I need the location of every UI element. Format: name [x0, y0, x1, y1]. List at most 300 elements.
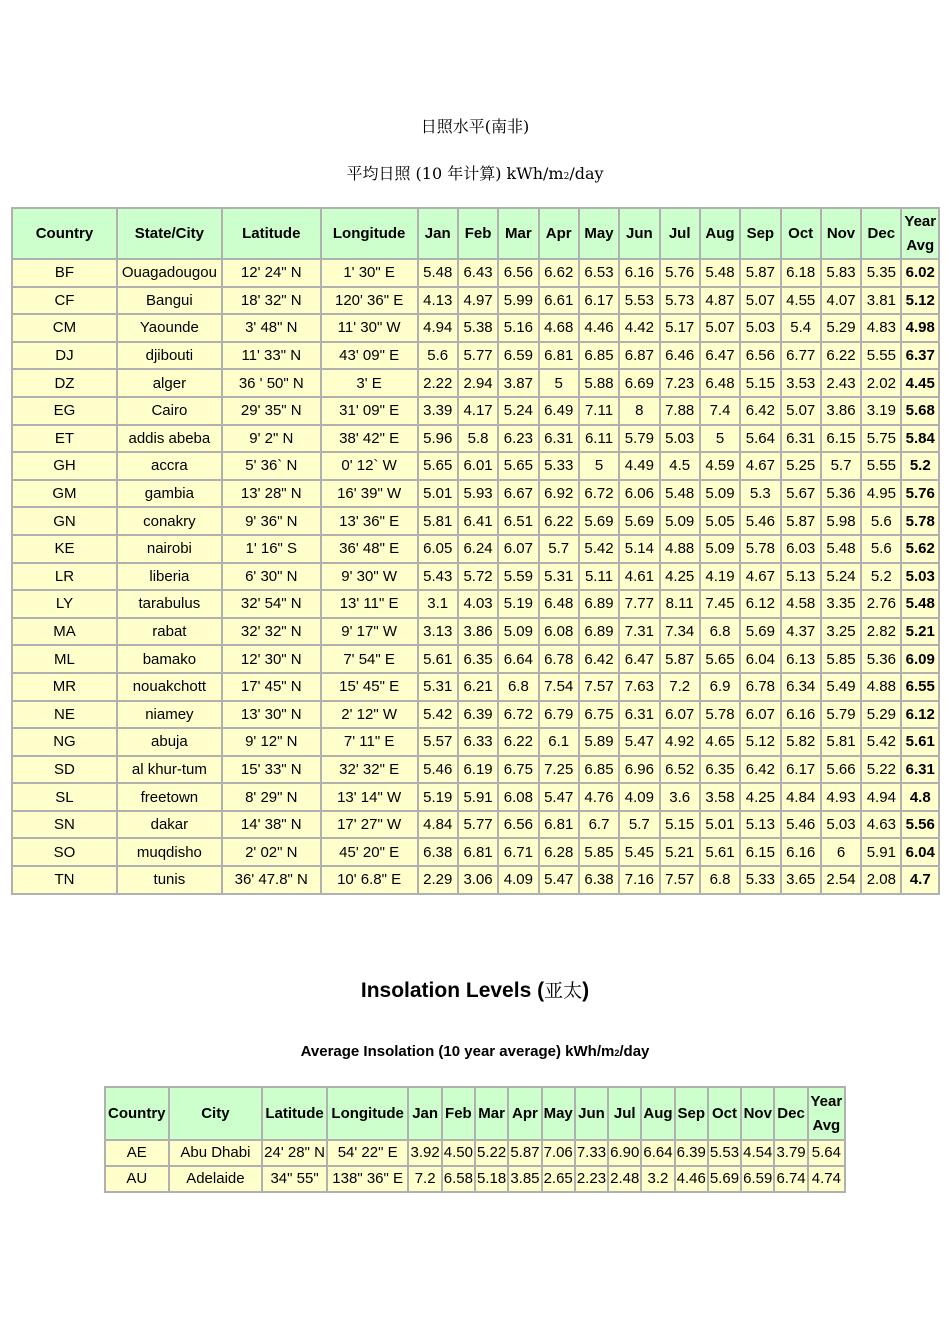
table-cell: 4.09	[499, 867, 537, 893]
section1-title: 日照水平(南非)	[420, 117, 530, 136]
table-cell: 4.88	[661, 536, 699, 562]
table-cell: 4.65	[701, 729, 739, 755]
table-cell: 18' 32" N	[223, 288, 320, 314]
table-cell: 5.47	[540, 784, 578, 810]
table-cell: 6.15	[741, 839, 779, 865]
table-cell: 5.03	[902, 564, 938, 590]
table-cell: 5.03	[661, 426, 699, 452]
table-cell: 4.42	[620, 315, 658, 341]
table-cell: 5.93	[459, 481, 497, 507]
table-cell: 5.72	[459, 564, 497, 590]
table-cell: 4.83	[862, 315, 900, 341]
table-cell: 4.63	[862, 812, 900, 838]
table-cell: Bangui	[118, 288, 221, 314]
table-cell: 2.02	[862, 370, 900, 396]
table-cell: 6.12	[741, 591, 779, 617]
table-cell: 5.2	[902, 453, 938, 479]
table-cell: MR	[13, 674, 116, 700]
table-row	[106, 1141, 844, 1165]
table-cell: 4.67	[741, 453, 779, 479]
table-row	[13, 784, 938, 810]
table-cell: 7.34	[661, 619, 699, 645]
table-cell: 5.09	[499, 619, 537, 645]
table-cell: 5.61	[419, 646, 457, 672]
column-header: Mar	[499, 209, 537, 258]
table-cell: 5.69	[620, 508, 658, 534]
table-row	[13, 370, 938, 396]
table-cell: 6.53	[580, 260, 618, 286]
table-cell: 54' 22" E	[328, 1141, 408, 1165]
column-header: Feb	[459, 209, 497, 258]
table-cell: 5.35	[862, 260, 900, 286]
table-cell: 3.65	[782, 867, 820, 893]
table-cell: 2' 12" W	[322, 702, 417, 728]
table-cell: 29' 35" N	[223, 398, 320, 424]
column-header: Apr	[509, 1088, 540, 1139]
table-cell: 3.19	[862, 398, 900, 424]
table-cell: 6.19	[459, 757, 497, 783]
column-header: Latitude	[223, 209, 320, 258]
table-cell: 3.35	[822, 591, 860, 617]
table-cell: 6.22	[540, 508, 578, 534]
table-cell: 5.42	[419, 702, 457, 728]
table-cell: conakry	[118, 508, 221, 534]
table-cell: 13' 36" E	[322, 508, 417, 534]
table-cell: 5.18	[476, 1167, 507, 1191]
table-cell: 8' 29" N	[223, 784, 320, 810]
table-cell: 5.46	[419, 757, 457, 783]
table-cell: 7.45	[701, 591, 739, 617]
table-cell: 7.33	[576, 1141, 607, 1165]
table-cell: 6.8	[701, 619, 739, 645]
table-cell: 3.25	[822, 619, 860, 645]
table-cell: 5.09	[701, 536, 739, 562]
table-cell: 7.54	[540, 674, 578, 700]
table-cell: 5.57	[419, 729, 457, 755]
table-cell: 16' 39" W	[322, 481, 417, 507]
table-cell: 5.42	[580, 536, 618, 562]
table-cell: 6	[822, 839, 860, 865]
table-cell: 7' 11" E	[322, 729, 417, 755]
table-cell: 6.05	[419, 536, 457, 562]
table-cell: 6.17	[782, 757, 820, 783]
table-cell: 7.57	[580, 674, 618, 700]
table-cell: 5.31	[540, 564, 578, 590]
column-header: Jun	[620, 209, 658, 258]
table-cell: NG	[13, 729, 116, 755]
table-cell: 5.15	[661, 812, 699, 838]
table-row	[13, 343, 938, 369]
table-cell: 4.94	[862, 784, 900, 810]
table-row	[13, 315, 938, 341]
table-cell: 1' 30" E	[322, 260, 417, 286]
table-cell: 43' 09" E	[322, 343, 417, 369]
table-cell: 5.87	[782, 508, 820, 534]
table-cell: 5.84	[902, 426, 938, 452]
table-cell: GN	[13, 508, 116, 534]
table-cell: 5.67	[782, 481, 820, 507]
table-cell: 4.46	[580, 315, 618, 341]
table-cell: 6.43	[459, 260, 497, 286]
table-cell: 9' 12" N	[223, 729, 320, 755]
table-cell: 5.19	[419, 784, 457, 810]
table-cell: 6.28	[540, 839, 578, 865]
column-header: May	[580, 209, 618, 258]
table-cell: 5.61	[701, 839, 739, 865]
table-cell: 6.81	[540, 812, 578, 838]
table-cell: 3.86	[822, 398, 860, 424]
table-cell: 4.07	[822, 288, 860, 314]
table-cell: 6.07	[741, 702, 779, 728]
table-cell: 5.78	[902, 508, 938, 534]
table-cell: 7.77	[620, 591, 658, 617]
table-cell: SD	[13, 757, 116, 783]
table-cell: 5.47	[620, 729, 658, 755]
table-cell: SL	[13, 784, 116, 810]
table-cell: 5.21	[902, 619, 938, 645]
table-cell: 5.8	[459, 426, 497, 452]
table-cell: 5.62	[902, 536, 938, 562]
table-cell: 6.09	[902, 646, 938, 672]
table-cell: 6.04	[741, 646, 779, 672]
table-cell: 6.47	[701, 343, 739, 369]
table-cell: 5.2	[862, 564, 900, 590]
table-cell: 6.56	[741, 343, 779, 369]
table-cell: EG	[13, 398, 116, 424]
table-cell: 9' 30" W	[322, 564, 417, 590]
table-cell: 4.50	[443, 1141, 474, 1165]
table-cell: 17' 27" W	[322, 812, 417, 838]
table-cell: 4.55	[782, 288, 820, 314]
table-cell: 2.76	[862, 591, 900, 617]
table-cell: 6.75	[580, 702, 618, 728]
table-cell: 6.59	[499, 343, 537, 369]
table-cell: 4.19	[701, 564, 739, 590]
table-cell: 6' 30" N	[223, 564, 320, 590]
table-cell: 2.82	[862, 619, 900, 645]
table-cell: 6.49	[540, 398, 578, 424]
table-cell: 5.91	[459, 784, 497, 810]
table-cell: 6.61	[540, 288, 578, 314]
table-cell: 34" 55"	[263, 1167, 326, 1191]
table-cell: 3.86	[459, 619, 497, 645]
table-cell: 6.77	[782, 343, 820, 369]
table-cell: 5.29	[822, 315, 860, 341]
table-cell: 5.88	[580, 370, 618, 396]
table-cell: 4.94	[419, 315, 457, 341]
table-cell: rabat	[118, 619, 221, 645]
table-cell: 4.84	[782, 784, 820, 810]
table-cell: addis abeba	[118, 426, 221, 452]
table-cell: 6.34	[782, 674, 820, 700]
table-cell: 6.51	[499, 508, 537, 534]
table-cell: 5.09	[701, 481, 739, 507]
table-cell: 7.4	[701, 398, 739, 424]
table-cell: 3.79	[775, 1141, 806, 1165]
table-cell: 3.6	[661, 784, 699, 810]
table-row	[13, 564, 938, 590]
table-cell: 5.78	[741, 536, 779, 562]
column-header: Latitude	[263, 1088, 326, 1139]
table-cell: 7' 54" E	[322, 646, 417, 672]
table-cell: 6.58	[443, 1167, 474, 1191]
table-cell: 5.29	[862, 702, 900, 728]
table-cell: 5.78	[701, 702, 739, 728]
table-cell: 5.17	[661, 315, 699, 341]
table-cell: 3.2	[642, 1167, 673, 1191]
table-cell: 5.87	[741, 260, 779, 286]
table-cell: 5.31	[419, 674, 457, 700]
table-cell: CF	[13, 288, 116, 314]
table-row	[13, 453, 938, 479]
table-cell: 4.67	[741, 564, 779, 590]
table-row	[13, 674, 938, 700]
table-cell: 6.31	[782, 426, 820, 452]
column-header: Year Avg	[902, 209, 938, 258]
table-cell: 6.90	[609, 1141, 640, 1165]
table-cell: 5.49	[822, 674, 860, 700]
table-cell: abuja	[118, 729, 221, 755]
table-cell: 13' 30" N	[223, 702, 320, 728]
table-cell: accra	[118, 453, 221, 479]
table-cell: 5.91	[862, 839, 900, 865]
column-header: Mar	[476, 1088, 507, 1139]
table-cell: 4.5	[661, 453, 699, 479]
table-cell: 5.65	[499, 453, 537, 479]
table-cell: 2.48	[609, 1167, 640, 1191]
table-cell: 5.05	[701, 508, 739, 534]
table-cell: 6.56	[499, 260, 537, 286]
table-cell: 6.89	[580, 591, 618, 617]
table-cell: 6.33	[459, 729, 497, 755]
table-cell: KE	[13, 536, 116, 562]
table-cell: 7.57	[661, 867, 699, 893]
column-header: Jul	[661, 209, 699, 258]
table-cell: 3.81	[862, 288, 900, 314]
table-cell: 4.45	[902, 370, 938, 396]
table-cell: LR	[13, 564, 116, 590]
table-cell: 6.81	[540, 343, 578, 369]
table-cell: 11' 33" N	[223, 343, 320, 369]
table-cell: 6.15	[822, 426, 860, 452]
table-cell: 6.08	[540, 619, 578, 645]
table-cell: 4.61	[620, 564, 658, 590]
table-cell: 6.42	[741, 398, 779, 424]
table-cell: liberia	[118, 564, 221, 590]
table-cell: 4.46	[676, 1167, 707, 1191]
table-cell: 15' 45" E	[322, 674, 417, 700]
table-cell: 4.58	[782, 591, 820, 617]
table-cell: gambia	[118, 481, 221, 507]
table-cell: 6.72	[580, 481, 618, 507]
table-cell: 6.21	[459, 674, 497, 700]
table-cell: 12' 24" N	[223, 260, 320, 286]
table-cell: 6.55	[902, 674, 938, 700]
table-cell: 13' 11" E	[322, 591, 417, 617]
table-cell: 5.66	[822, 757, 860, 783]
table-cell: 5.33	[741, 867, 779, 893]
table-row	[13, 508, 938, 534]
table-cell: BF	[13, 260, 116, 286]
table-cell: 6.37	[902, 343, 938, 369]
table-cell: 5.19	[499, 591, 537, 617]
table-cell: 5.82	[782, 729, 820, 755]
table-cell: 6.11	[580, 426, 618, 452]
table-cell: 6.22	[822, 343, 860, 369]
table-cell: 7.25	[540, 757, 578, 783]
table-cell: 5.4	[782, 315, 820, 341]
table-cell: 14' 38" N	[223, 812, 320, 838]
table-cell: 6.16	[782, 839, 820, 865]
asia-pacific-insolation-table	[104, 1086, 846, 1193]
table-cell: 5.6	[419, 343, 457, 369]
table-row	[13, 260, 938, 286]
table-cell: al khur-tum	[118, 757, 221, 783]
table-cell: 5.83	[822, 260, 860, 286]
table-cell: 6.38	[580, 867, 618, 893]
table-cell: 5.03	[741, 315, 779, 341]
column-header: Jul	[609, 1088, 640, 1139]
table-cell: 2.54	[822, 867, 860, 893]
table-cell: 2.22	[419, 370, 457, 396]
table-cell: 6.39	[676, 1141, 707, 1165]
table-cell: 4.74	[809, 1167, 844, 1191]
table-cell: 5.48	[419, 260, 457, 286]
table-cell: 5.75	[862, 426, 900, 452]
table-cell: Adelaide	[170, 1167, 262, 1191]
table-cell: 6.48	[701, 370, 739, 396]
table-cell: 2' 02" N	[223, 839, 320, 865]
table-cell: AE	[106, 1141, 168, 1165]
table-cell: 6.69	[620, 370, 658, 396]
table-cell: 4.92	[661, 729, 699, 755]
table-cell: dakar	[118, 812, 221, 838]
table-cell: 5.64	[741, 426, 779, 452]
table-cell: 5.07	[741, 288, 779, 314]
table-cell: 5.43	[419, 564, 457, 590]
table-cell: 6.06	[620, 481, 658, 507]
table-cell: 6.03	[782, 536, 820, 562]
table-cell: 6.48	[540, 591, 578, 617]
table-cell: ET	[13, 426, 116, 452]
table-cell: muqdisho	[118, 839, 221, 865]
table-cell: 6.89	[580, 619, 618, 645]
section2-heading: Insolation Levels (亚太)	[360, 979, 590, 1002]
table-row	[13, 481, 938, 507]
table-cell: 6.41	[459, 508, 497, 534]
table-cell: 3.1	[419, 591, 457, 617]
table-cell: 4.17	[459, 398, 497, 424]
table-cell: DZ	[13, 370, 116, 396]
table-cell: 5.7	[822, 453, 860, 479]
table-cell: 4.93	[822, 784, 860, 810]
table-cell: 1' 16" S	[223, 536, 320, 562]
table-cell: 0' 12` W	[322, 453, 417, 479]
table-cell: 5.6	[862, 536, 900, 562]
africa-insolation-table	[11, 207, 940, 895]
table-cell: 7.11	[580, 398, 618, 424]
table-cell: 2.23	[576, 1167, 607, 1191]
table-cell: 32' 32" N	[223, 619, 320, 645]
column-header: Apr	[540, 209, 578, 258]
table-cell: 4.97	[459, 288, 497, 314]
table-row	[13, 812, 938, 838]
table-cell: 6.18	[782, 260, 820, 286]
table-cell: 2.65	[543, 1167, 574, 1191]
table-cell: 6.56	[499, 812, 537, 838]
table-cell: 5.3	[741, 481, 779, 507]
table-cell: 6.8	[701, 867, 739, 893]
table-cell: 6.31	[540, 426, 578, 452]
table-cell: 6.16	[782, 702, 820, 728]
column-header: Dec	[862, 209, 900, 258]
table-cell: 6.24	[459, 536, 497, 562]
table-cell: 5.68	[902, 398, 938, 424]
table-cell: 5.87	[509, 1141, 540, 1165]
table-cell: tarabulus	[118, 591, 221, 617]
table-cell: TN	[13, 867, 116, 893]
table-cell: 5.85	[822, 646, 860, 672]
table-cell: 6.12	[902, 702, 938, 728]
table-cell: 5.96	[419, 426, 457, 452]
table-cell: 6.62	[540, 260, 578, 286]
column-header: Country	[106, 1088, 168, 1139]
table-cell: 3.58	[701, 784, 739, 810]
table-cell: 6.39	[459, 702, 497, 728]
column-header: Oct	[709, 1088, 740, 1139]
table-cell: freetown	[118, 784, 221, 810]
table-cell: 7.16	[620, 867, 658, 893]
table-cell: SN	[13, 812, 116, 838]
table-cell: 5.85	[580, 839, 618, 865]
table-cell: 5.69	[580, 508, 618, 534]
column-header: Aug	[642, 1088, 673, 1139]
table-row	[13, 867, 938, 893]
table-cell: Ouagadougou	[118, 260, 221, 286]
table-cell: 6.85	[580, 343, 618, 369]
table-cell: 4.25	[741, 784, 779, 810]
column-header: Country	[13, 209, 116, 258]
column-header: Feb	[443, 1088, 474, 1139]
table-cell: 2.94	[459, 370, 497, 396]
table-cell: 5.07	[701, 315, 739, 341]
table-cell: MA	[13, 619, 116, 645]
table-row	[13, 426, 938, 452]
table-cell: 4.98	[902, 315, 938, 341]
table-cell: 5.76	[902, 481, 938, 507]
table-cell: 6.04	[902, 839, 938, 865]
table-cell: 3.92	[409, 1141, 440, 1165]
table-cell: SO	[13, 839, 116, 865]
table-cell: 9' 17" W	[322, 619, 417, 645]
table-cell: 5.45	[620, 839, 658, 865]
table-row	[13, 646, 938, 672]
table-cell: 6.64	[642, 1141, 673, 1165]
table-cell: 36' 48" E	[322, 536, 417, 562]
table-cell: 6.46	[661, 343, 699, 369]
table-cell: GM	[13, 481, 116, 507]
table-cell: 5.46	[782, 812, 820, 838]
table-cell: 6.92	[540, 481, 578, 507]
column-header: City	[170, 1088, 262, 1139]
table-cell: 5.15	[741, 370, 779, 396]
table-cell: 6.16	[620, 260, 658, 286]
table-cell: 5.09	[661, 508, 699, 534]
table-cell: niamey	[118, 702, 221, 728]
table-row	[13, 398, 938, 424]
table-cell: 5.79	[620, 426, 658, 452]
table-cell: 5.59	[499, 564, 537, 590]
